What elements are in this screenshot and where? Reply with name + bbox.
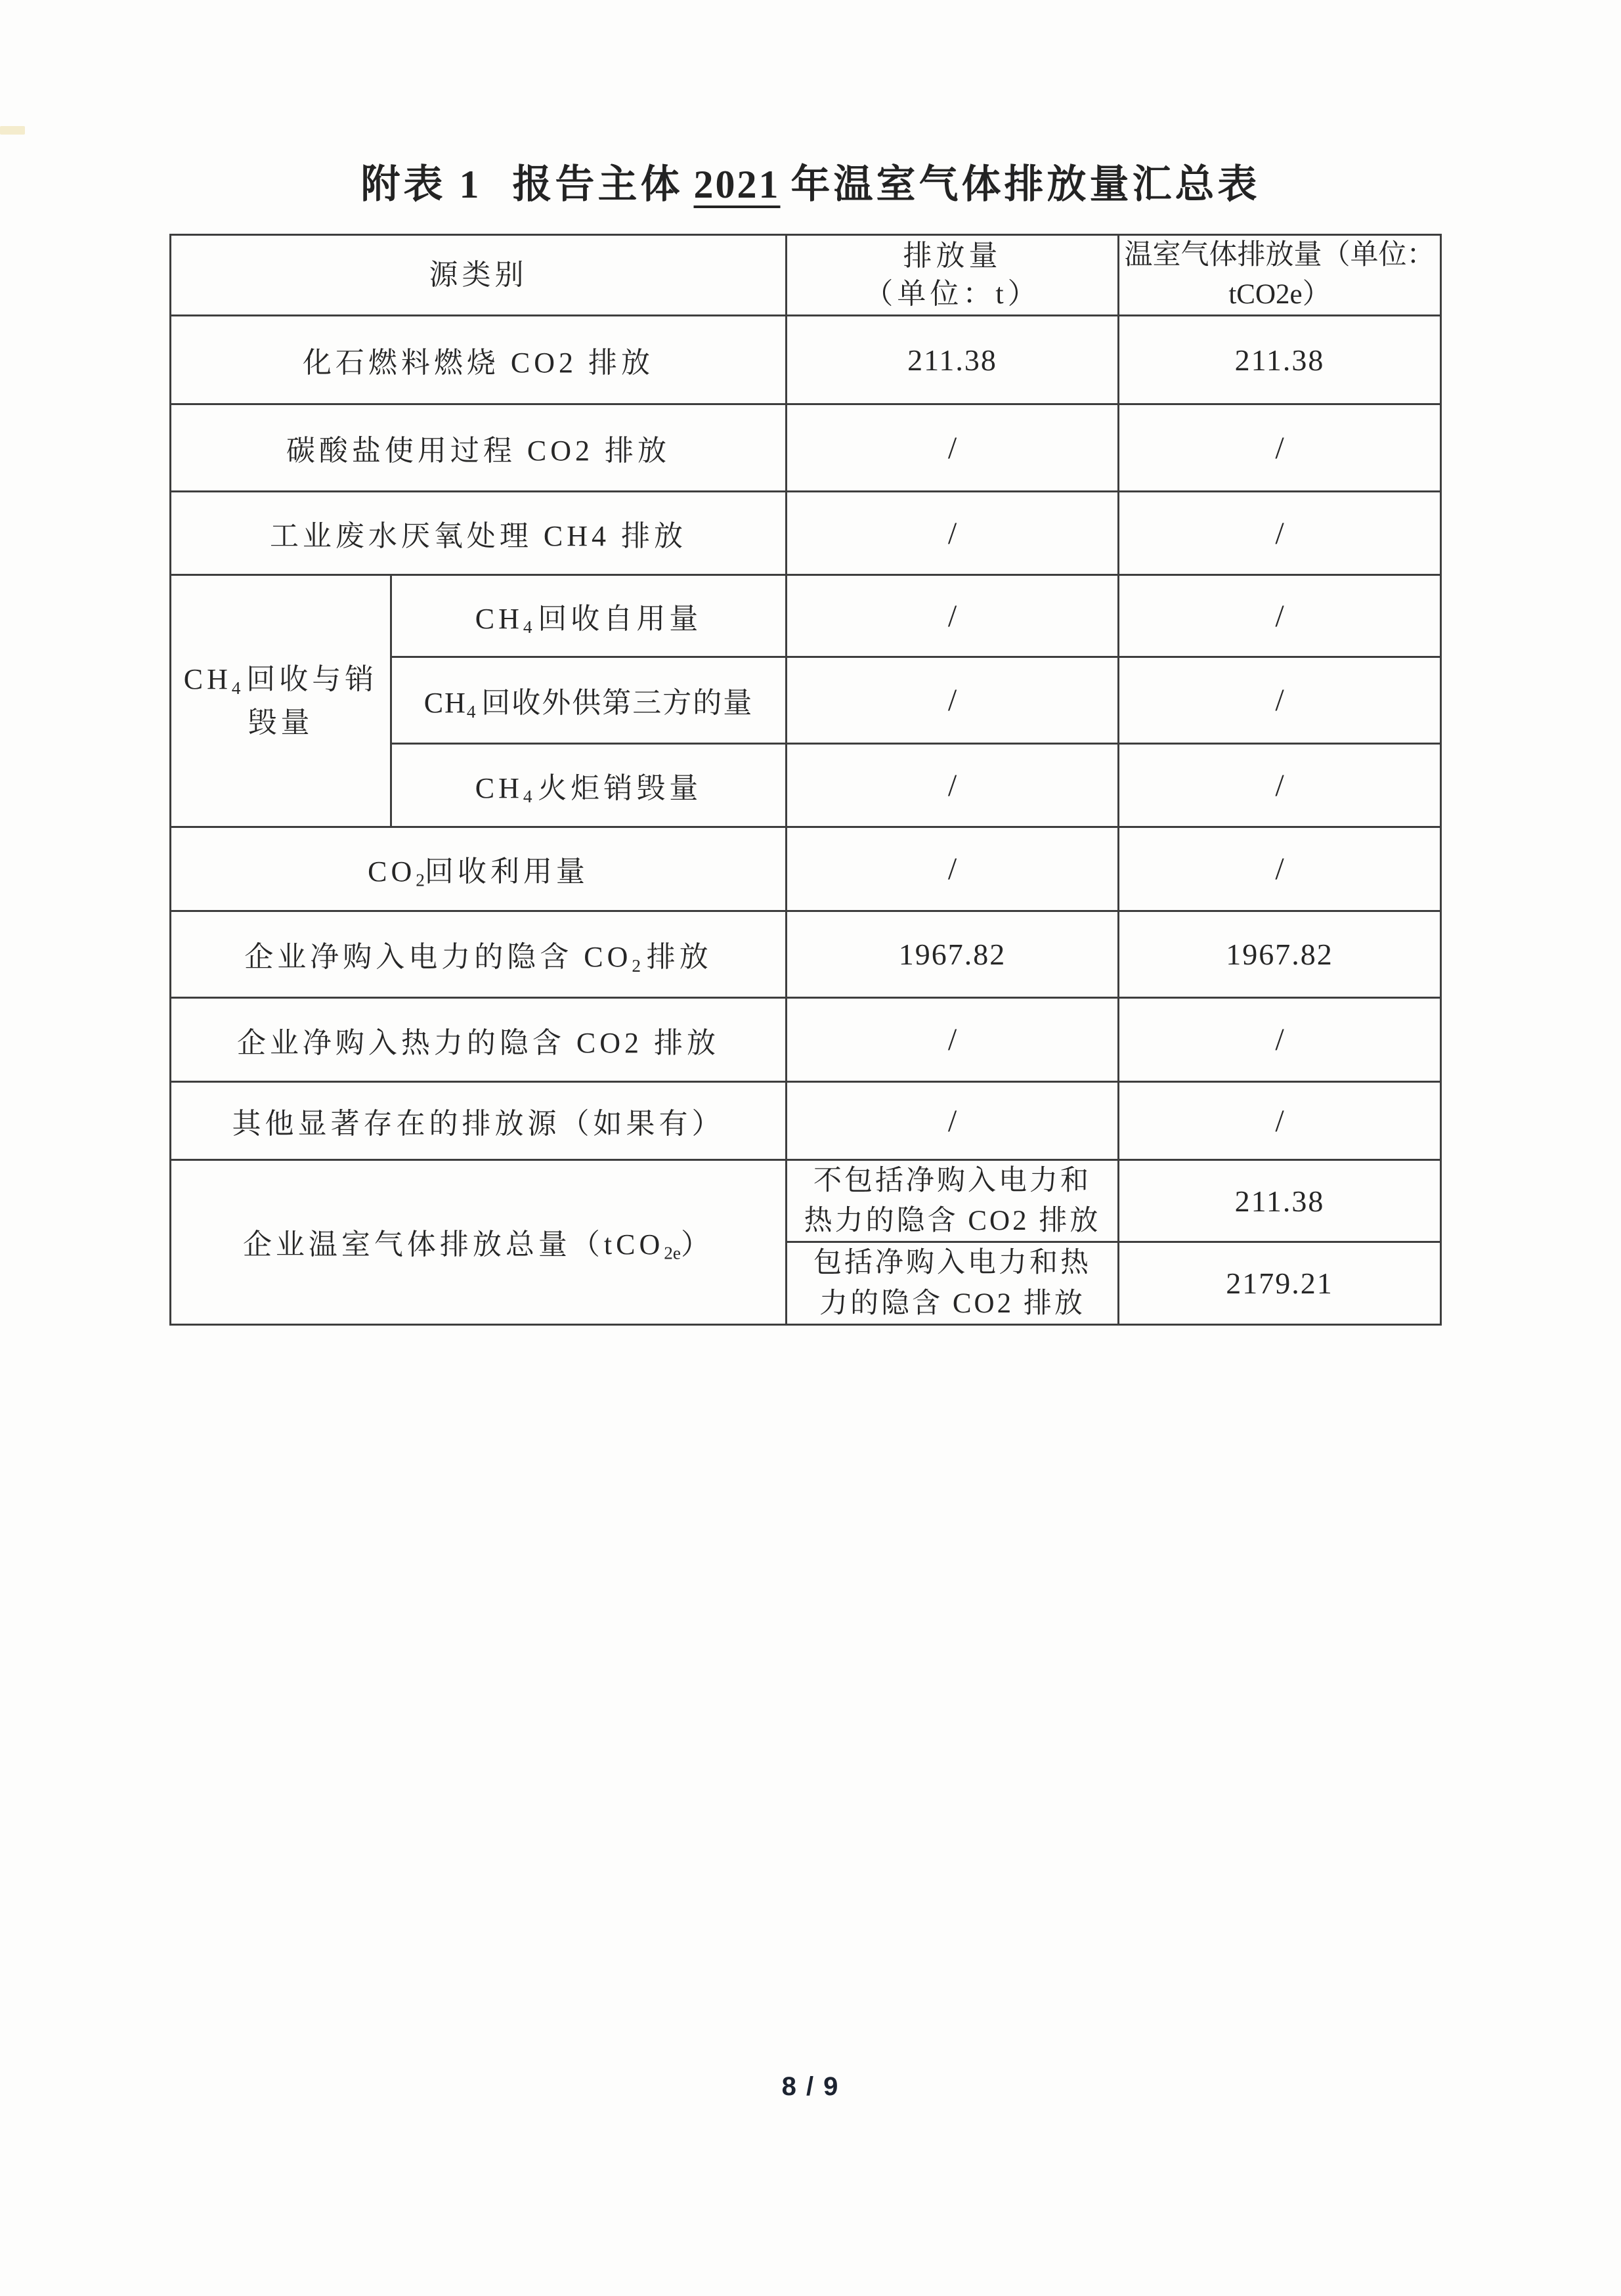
other-sources-label: 其他显著存在的排放源（如果有） — [171, 1082, 787, 1160]
ch4-third-party-label: $CH_4$ 回收外供第三方的量 — [391, 657, 787, 744]
co2-recovery-label: $CO_2$回收利用量 — [171, 827, 787, 911]
co2-recovery-emission: / — [787, 827, 1119, 911]
carbonate-emission: / — [787, 404, 1119, 492]
title-year: 2021 — [693, 163, 781, 206]
title-table-number: 附表 1 — [360, 163, 483, 206]
header-emission — [787, 235, 1119, 316]
total-label: 企业温室气体排放总量（tCO$_{2e}$） — [171, 1160, 787, 1324]
emission-summary-table — [169, 234, 1442, 1326]
wastewater-ghg: / — [1119, 492, 1441, 575]
title-suffix: 年温室气体排放量汇总表 — [790, 163, 1261, 206]
row-ch4-self-use — [171, 575, 1441, 657]
co2-recovery-ghg: / — [1119, 827, 1441, 911]
carbonate-label: 碳酸盐使用过程 CO2 排放 — [171, 404, 787, 492]
title-subject: 报告主体 — [512, 163, 683, 206]
ch4-group-line1: $CH_4$ 回收与销 — [183, 663, 378, 699]
ch4-self-use-ghg: / — [1119, 575, 1441, 657]
header-ghg-line2: tCO2e） — [1228, 279, 1331, 311]
fossil-fuel-label: 化石燃料燃烧 CO2 排放 — [171, 316, 787, 404]
header-emission-line1: 排放量 — [903, 240, 1002, 272]
carbonate-ghg: / — [1119, 404, 1441, 492]
row-fossil-fuel — [171, 316, 1441, 404]
header-emission-line2: （单位：t） — [864, 278, 1041, 311]
table-header-row — [171, 235, 1441, 316]
purchased-heat-ghg: / — [1119, 998, 1441, 1082]
row-total-excluding — [171, 1160, 1441, 1242]
ch4-flare-label: $CH_4$ 火炬销毁量 — [391, 744, 787, 827]
fossil-fuel-emission: 211.38 — [787, 316, 1119, 404]
row-co2-recovery — [171, 827, 1441, 911]
purchased-electricity-label: 企业净购入电力的隐含 $CO_2$ 排放 — [171, 911, 787, 998]
page-number: 8 / 9 — [781, 2072, 840, 2101]
total-including-desc: 包括净购入电力和热 力的隐含 CO2 排放 — [787, 1242, 1119, 1324]
ch4-flare-ghg: / — [1119, 744, 1441, 827]
ch4-third-party-emission: / — [787, 657, 1119, 744]
header-ghg-line1: 温室气体排放量（单位： — [1124, 240, 1435, 271]
ch4-group-label — [171, 575, 391, 827]
row-purchased-heat — [171, 998, 1441, 1082]
wastewater-label: 工业废水厌氧处理 CH4 排放 — [171, 492, 787, 575]
scan-edge-artifact — [0, 126, 25, 135]
purchased-heat-emission: / — [787, 998, 1119, 1082]
purchased-electricity-emission: 1967.82 — [787, 911, 1119, 998]
ch4-third-party-ghg: / — [1119, 657, 1441, 744]
row-other-sources — [171, 1082, 1441, 1160]
other-sources-ghg: / — [1119, 1082, 1441, 1160]
wastewater-emission: / — [787, 492, 1119, 575]
purchased-heat-label: 企业净购入热力的隐含 CO2 排放 — [171, 998, 787, 1082]
purchased-electricity-ghg: 1967.82 — [1119, 911, 1441, 998]
row-purchased-electricity — [171, 911, 1441, 998]
ch4-group-line2: 毁量 — [248, 706, 314, 739]
ch4-self-use-label: $CH_4$ 回收自用量 — [391, 575, 787, 657]
row-wastewater — [171, 492, 1441, 575]
page-title — [0, 153, 1621, 209]
header-source-category: 源类别 — [171, 235, 787, 316]
total-including-ghg: 2179.21 — [1119, 1242, 1441, 1324]
ch4-flare-emission: / — [787, 744, 1119, 827]
total-excluding-ghg: 211.38 — [1119, 1160, 1441, 1242]
fossil-fuel-ghg: 211.38 — [1119, 316, 1441, 404]
header-ghg — [1119, 235, 1441, 316]
row-carbonate — [171, 404, 1441, 492]
other-sources-emission: / — [787, 1082, 1119, 1160]
ch4-self-use-emission: / — [787, 575, 1119, 657]
total-excluding-desc: 不包括净购入电力和 热力的隐含 CO2 排放 — [787, 1160, 1119, 1242]
